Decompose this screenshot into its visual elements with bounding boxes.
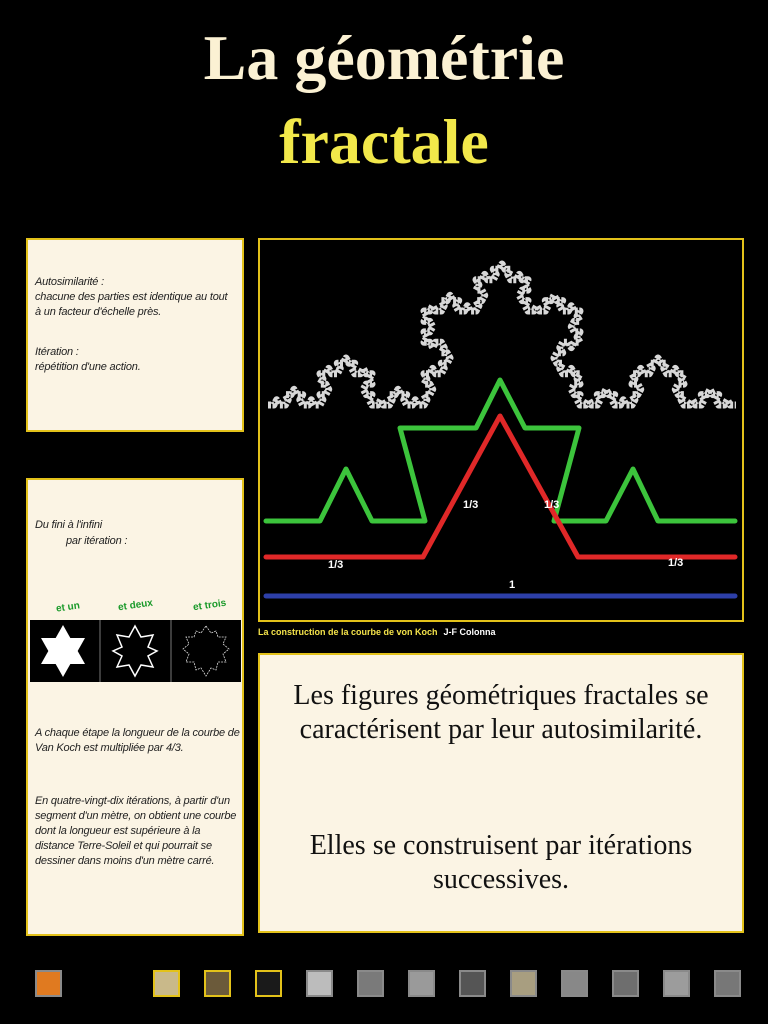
definitions-panel (26, 238, 244, 432)
label-one-third-mid-right: 1/3 (544, 499, 560, 511)
fractal-thumb-5[interactable] (306, 970, 333, 997)
fractal-thumb-11[interactable] (612, 970, 639, 997)
infinite-heading-1: Du fini à l'infini (35, 519, 102, 531)
summary-text-2: Elles se construisent par itérations successives. (309, 830, 693, 895)
summary-text-1: Les figures géométriques fractales se caractérisent par leur autosimilarité. (293, 680, 709, 745)
label-one-third-right: 1/3 (668, 557, 684, 569)
thumbnail-strip (0, 970, 768, 1002)
infinite-panel (26, 478, 244, 936)
fractal-thumb-1[interactable] (35, 970, 62, 997)
label-one-third-left: 1/3 (328, 559, 344, 571)
step-label-3: et trois (192, 597, 227, 614)
fractal-thumb-7[interactable] (408, 970, 435, 997)
summary-panel (258, 653, 744, 933)
length-paragraph: A chaque étape la longueur de la courbe de Van Koch est multipliée par 4/3. (35, 727, 240, 754)
iteration-definition: répétition d'une action. (35, 361, 141, 373)
koch-construction-figure (258, 238, 744, 622)
fractal-thumb-10[interactable] (561, 970, 588, 997)
fractal-thumb-13[interactable] (714, 970, 741, 997)
label-one-third-mid-left: 1/3 (463, 499, 479, 511)
fractal-thumb-4[interactable] (255, 970, 282, 997)
label-one: 1 (509, 579, 516, 591)
fractal-thumb-12[interactable] (663, 970, 690, 997)
snowflake-step-3-icon (183, 626, 229, 676)
snowflake-step-2-icon (113, 626, 157, 676)
autosimilarity-definition: chacune des parties est identique au tout à un facteur d'échelle près. (35, 291, 228, 318)
fractal-thumb-9[interactable] (510, 970, 537, 997)
title-line-2: fractale (279, 106, 489, 177)
caption-text: La construction de la courbe de von Koch (258, 627, 438, 637)
koch-curve-iteration-2 (266, 380, 735, 521)
figure-caption (258, 627, 496, 637)
fractal-thumb-6[interactable] (357, 970, 384, 997)
autosimilarity-term: Autosimilarité : (35, 276, 104, 288)
fractal-thumb-2[interactable] (153, 970, 180, 997)
step-label-1: et un (55, 600, 81, 615)
infinite-heading-2: par itération : (66, 535, 128, 547)
step-label-2: et deux (117, 597, 154, 614)
koch-snowflake-steps (30, 620, 241, 682)
caption-credit: J-F Colonna (443, 627, 496, 637)
title-line-1: La géométrie (203, 22, 565, 93)
iteration-term: Itération : (35, 346, 79, 358)
iterations-paragraph: En quatre-vingt-dix itérations, à partir d'un segment d'un mètre, on obtient une courbe dont la longueur est supérieure à la distance Terre-Soleil et qui pourrait se dessiner dans moins d'un mètre carré. (35, 795, 237, 867)
snowflake-step-1-icon (41, 625, 85, 677)
fractal-thumb-3[interactable] (204, 970, 231, 997)
fractal-thumb-8[interactable] (459, 970, 486, 997)
